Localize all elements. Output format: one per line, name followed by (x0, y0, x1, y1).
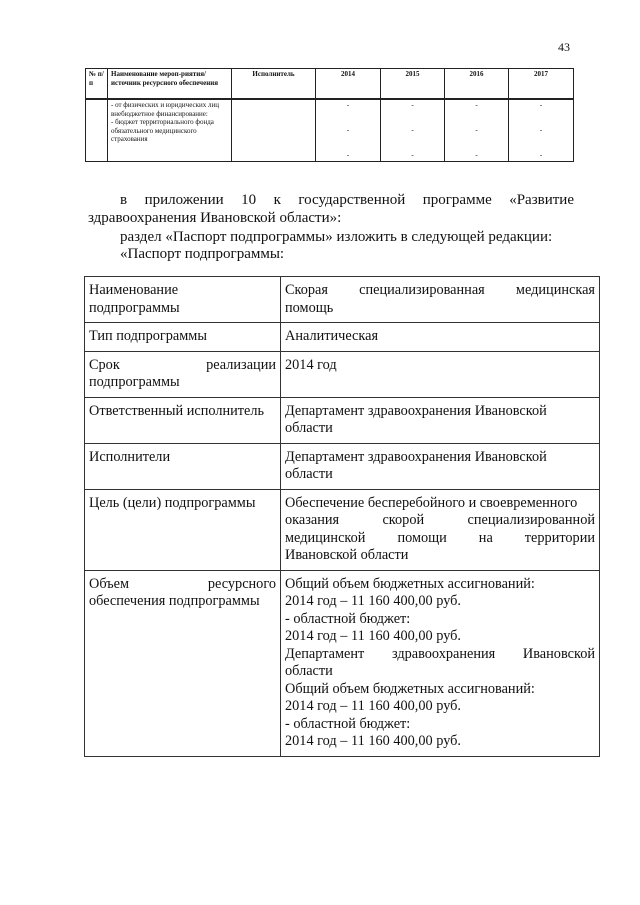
header-number: № п/п (86, 69, 108, 100)
label-cell: Цель (цели) подпрограммы (85, 489, 281, 570)
label-cell: Объем ресурсного обеспечения подпрограммы (85, 570, 281, 756)
value-cell: 2014 год (281, 351, 600, 397)
value-2014: - - - (316, 99, 381, 161)
label-cell: Ответственный исполнитель (85, 397, 281, 443)
label-cell: Наименование подпрограммы (85, 277, 281, 323)
subprogram-passport-table (84, 276, 600, 757)
executor-cell (232, 99, 316, 161)
table-row (85, 489, 600, 570)
value-cell: Общий объем бюджетных ассигнований: 2014 год – 11 160 400,00 руб. - областной бюджет: 2014 год – 11 160 400,00 руб. Департамент здравоохранения Ивановской области Общий объем бюджетных ассигнований: 2014 год – 11 160 400,00 руб. - областной бюджет: 2014 год – 11 160 400,00 руб. (281, 570, 600, 756)
budget-sources-table (85, 68, 574, 162)
section-instruction: раздел «Паспорт подпрограммы» изложить в следующей редакции: (120, 229, 553, 245)
label-cell: Тип подпрограммы (85, 323, 281, 352)
paragraph-line: здравоохранения Ивановской области»: (88, 210, 342, 226)
value-cell: Скорая специализированная медицинская помощь (281, 277, 600, 323)
table-row (85, 351, 600, 397)
value-cell: Департамент здравоохранения Ивановской области (281, 443, 600, 489)
table-row (85, 570, 600, 756)
header-executor: Исполнитель (232, 69, 316, 100)
page-number: 43 (558, 40, 570, 54)
value-2016: - - - (445, 99, 509, 161)
table-header-row (86, 69, 574, 100)
label-cell: Исполнители (85, 443, 281, 489)
amendment-paragraph (88, 191, 574, 227)
table-row (85, 323, 600, 352)
row-number-cell (86, 99, 108, 161)
table-row (86, 99, 574, 161)
value-2017: - - - (509, 99, 574, 161)
header-2015: 2015 (381, 69, 445, 100)
paragraph-line: в приложении 10 к государственной программе «Развитие (120, 192, 574, 208)
table-row (85, 277, 600, 323)
table-row (85, 397, 600, 443)
source-private: - от физических и юридических лиц внебюджетное финансирование: (111, 101, 219, 118)
source-territorial-fund: - бюджет территориального фонда обязательного медицинского страхования (111, 118, 214, 143)
value-cell: Аналитическая (281, 323, 600, 352)
header-2014: 2014 (316, 69, 381, 100)
header-2017: 2017 (509, 69, 574, 100)
header-name: Наименование мероп-риятия/источник ресурсного обеспечения (108, 69, 232, 100)
source-cell (108, 99, 232, 161)
passport-heading: «Паспорт подпрограммы: (120, 246, 285, 262)
table-row (85, 443, 600, 489)
header-2016: 2016 (445, 69, 509, 100)
value-2015: - - - (381, 99, 445, 161)
label-cell: Срок реализации подпрограммы (85, 351, 281, 397)
value-cell: Департамент здравоохранения Ивановской области (281, 397, 600, 443)
value-cell: Обеспечение бесперебойного и своевременного оказания скорой специализированной медицинской помощи на территории Ивановской области (281, 489, 600, 570)
